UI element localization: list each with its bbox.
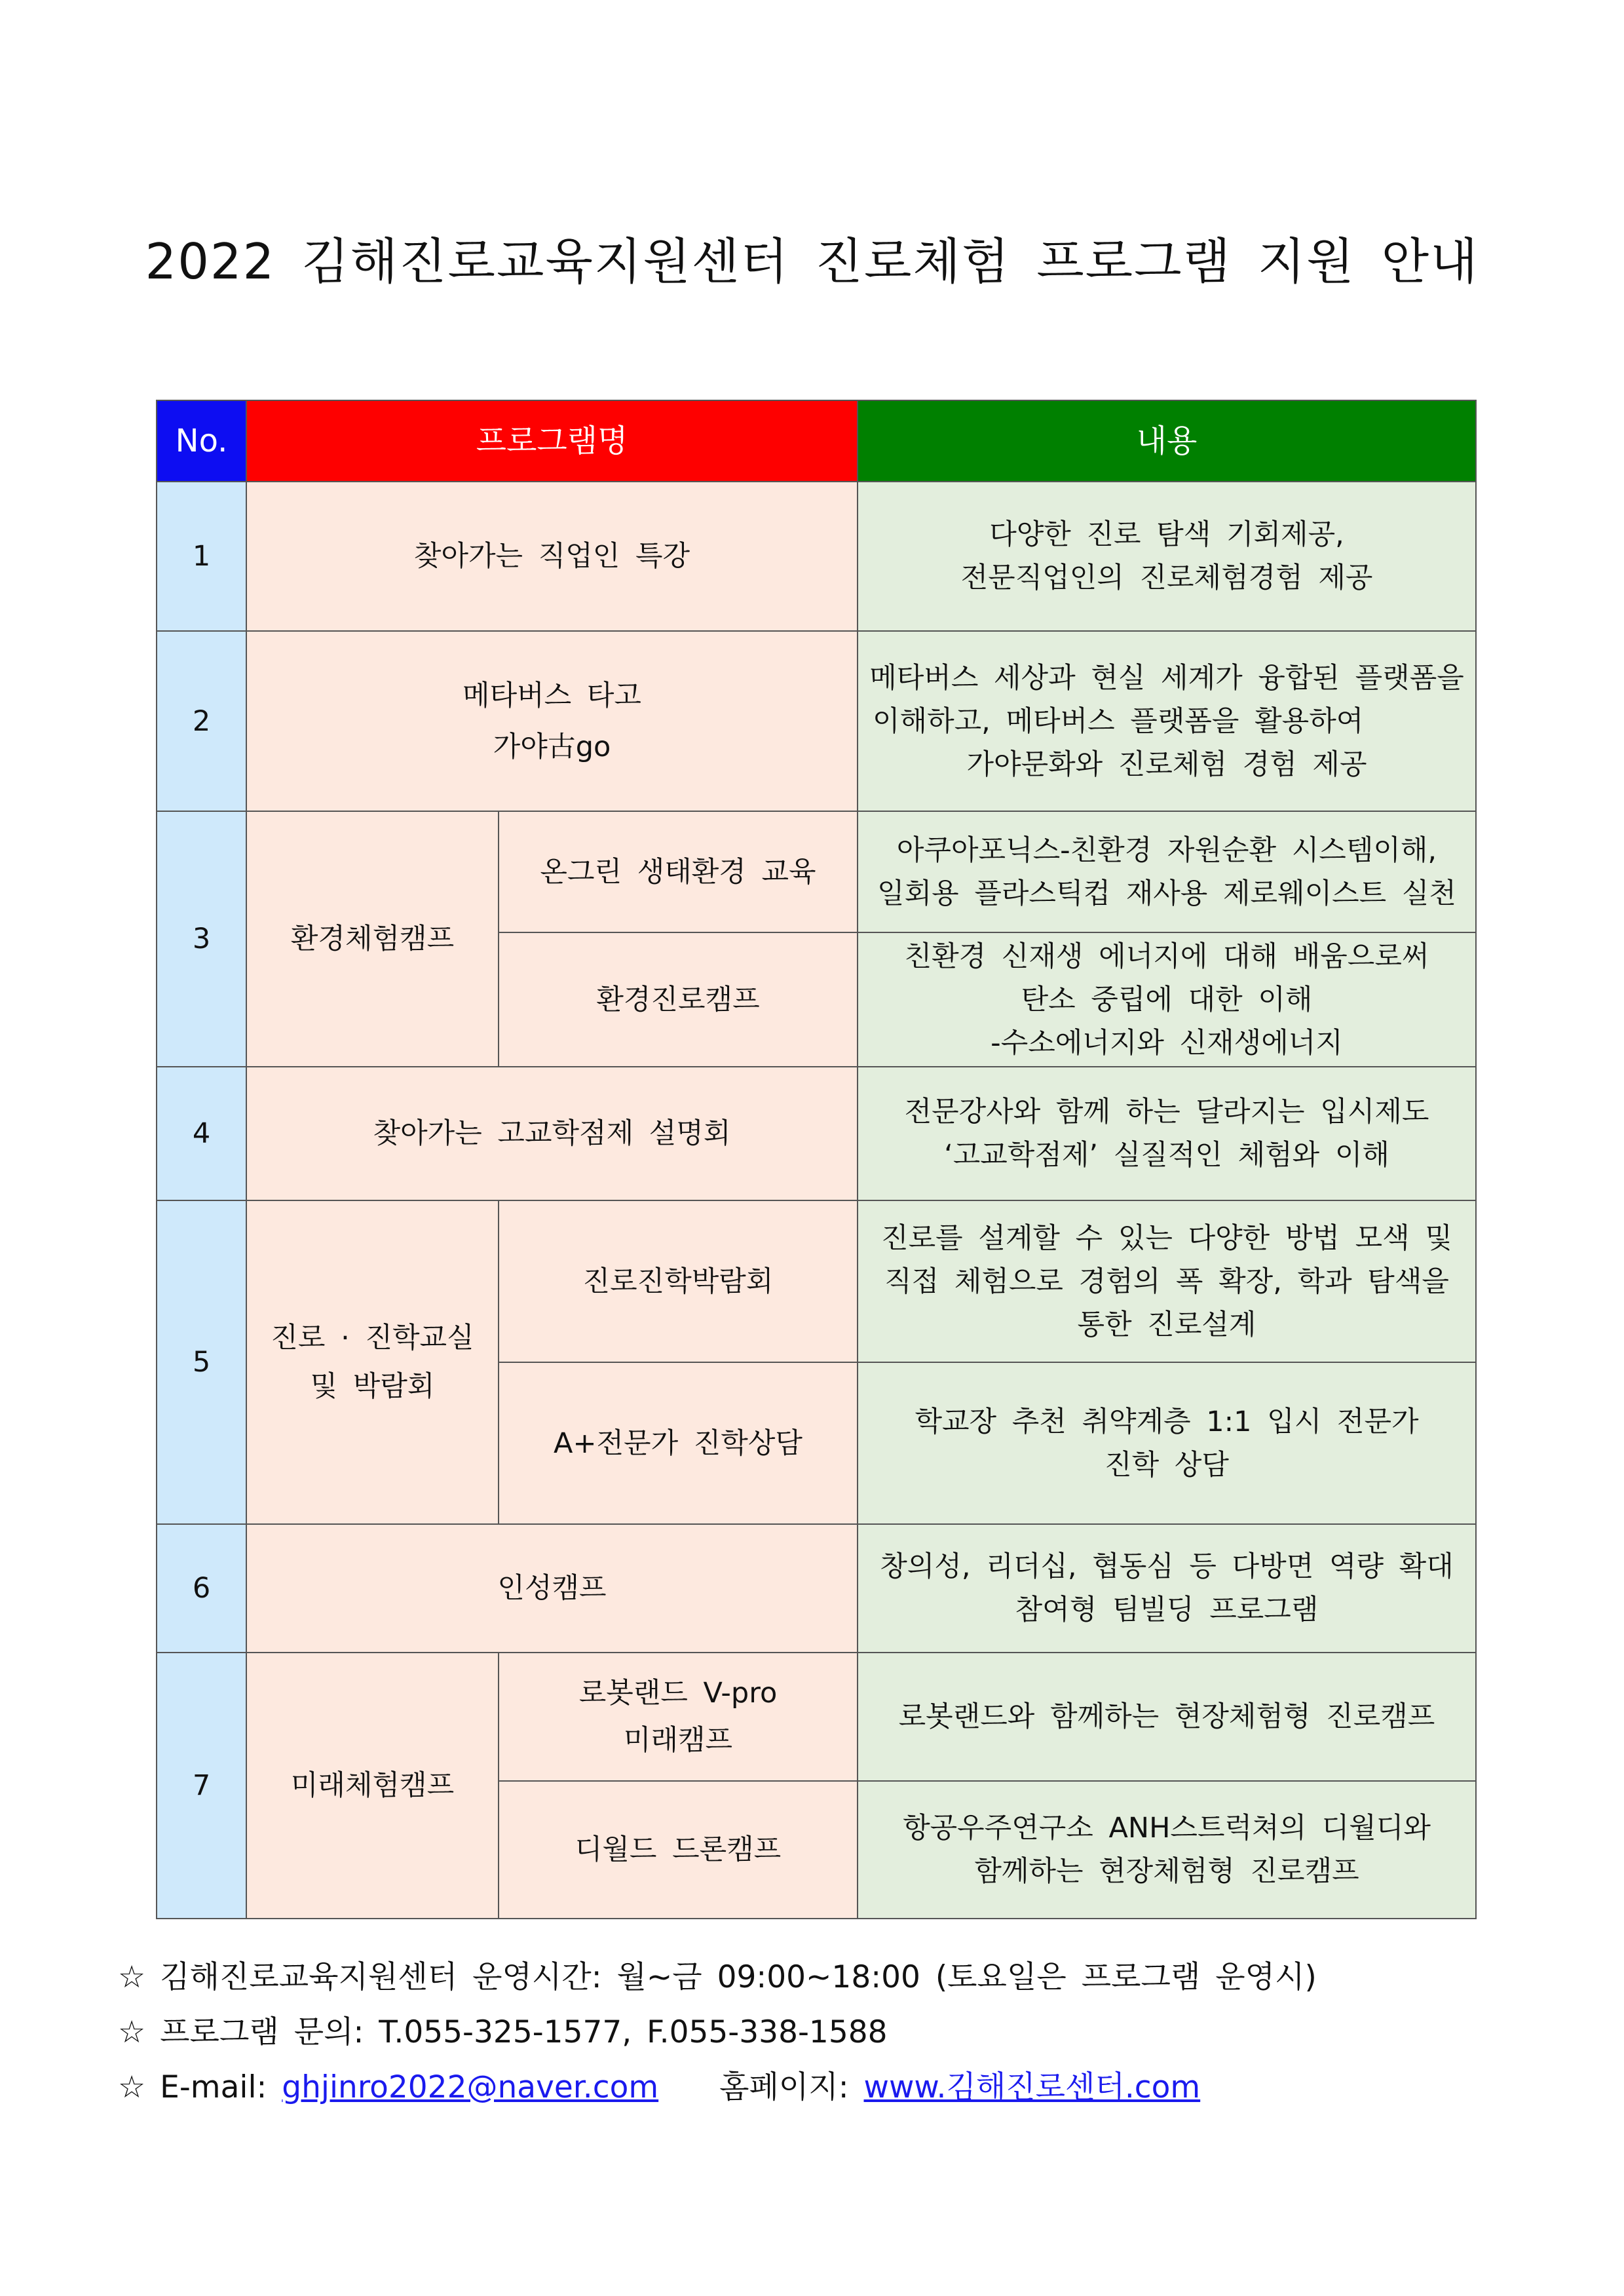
- sub-program-name: 디월드 드론캠프: [499, 1781, 858, 1919]
- program-name: 찾아가는 직업인 특강: [246, 482, 858, 631]
- program-content: 진로를 설계할 수 있는 다양한 방법 모색 및 직접 체험으로 경험의 폭 확장, 학과 탐색을 통한 진로설계: [858, 1200, 1476, 1362]
- sub-program-name: 온그린 생태환경 교육: [499, 811, 858, 932]
- program-name: 환경체험캠프: [246, 811, 499, 1067]
- row-number: 5: [157, 1200, 246, 1524]
- program-name: 인성캠프: [246, 1524, 858, 1653]
- hours-text: 김해진로교육지원센터 운영시간: 월~금 09:00~18:00 (토요일은 프로그램 운영시): [160, 1959, 1317, 1995]
- row-number: 6: [157, 1524, 246, 1653]
- table-row: [157, 631, 1476, 811]
- homepage-link[interactable]: www.김해진로센터.com: [863, 2069, 1201, 2105]
- row-number: 2: [157, 631, 246, 811]
- homepage-label: 홈페이지:: [719, 2069, 849, 2105]
- row-number: 4: [157, 1067, 246, 1200]
- star-icon: ☆: [118, 1959, 146, 1995]
- row-number: 1: [157, 482, 246, 631]
- star-icon: ☆: [118, 2069, 146, 2105]
- program-content: 전문강사와 함께 하는 달라지는 입시제도 ‘고교학점제’ 실질적인 체험와 이해: [858, 1067, 1476, 1200]
- header-program: 프로그램명: [246, 400, 858, 482]
- footer-contact: [118, 2008, 888, 2052]
- sub-program-name: 진로진학박람회: [499, 1200, 858, 1362]
- program-content: 학교장 추천 취약계층 1:1 입시 전문가 진학 상담: [858, 1362, 1476, 1524]
- sub-program-name: A+전문가 진학상담: [499, 1362, 858, 1524]
- program-content: 메타버스 세상과 현실 세계가 융합된 플랫폼을 이해하고, 메타버스 플랫폼을 활용하여 가야문화와 진로체험 경험 제공: [858, 631, 1476, 811]
- contact-text: 프로그램 문의: T.055-325-1577, F.055-338-1588: [160, 2014, 888, 2050]
- table-row: [157, 811, 1476, 932]
- page-title: 2022 김해진로교육지원센터 진로체험 프로그램 지원 안내: [145, 233, 1479, 290]
- email-label: E-mail:: [160, 2069, 267, 2105]
- row-number: 7: [157, 1653, 246, 1919]
- footer-hours: [118, 1953, 1317, 1997]
- table-row: [157, 1067, 1476, 1200]
- program-content: 아쿠아포닉스-친환경 자원순환 시스템이해, 일회용 플라스틱컵 재사용 제로웨이스트 실천: [858, 811, 1476, 932]
- table-header-row: [157, 400, 1476, 482]
- program-content: 친환경 신재생 에너지에 대해 배움으로써 탄소 중립에 대한 이해 -수소에너지와 신재생에너지: [858, 932, 1476, 1067]
- program-name: 찾아가는 고교학점제 설명회: [246, 1067, 858, 1200]
- program-name: 진로 · 진학교실 및 박람회: [246, 1200, 499, 1524]
- table-row: [157, 1200, 1476, 1362]
- table-row: [157, 1653, 1476, 1781]
- header-content: 내용: [858, 400, 1476, 482]
- table-row: [157, 482, 1476, 631]
- program-content: 창의성, 리더십, 협동심 등 다방면 역량 확대 참여형 팀빌딩 프로그램: [858, 1524, 1476, 1653]
- program-content: 항공우주연구소 ANH스트럭쳐의 디월디와 함께하는 현장체험형 진로캠프: [858, 1781, 1476, 1919]
- footer-links: [118, 2063, 1200, 2107]
- program-name: 미래체험캠프: [246, 1653, 499, 1919]
- star-icon: ☆: [118, 2014, 146, 2050]
- sub-program-name: 환경진로캠프: [499, 932, 858, 1067]
- sub-program-name: 로봇랜드 V-pro 미래캠프: [499, 1653, 858, 1781]
- program-content: 로봇랜드와 함께하는 현장체험형 진로캠프: [858, 1653, 1476, 1781]
- row-number: 3: [157, 811, 246, 1067]
- email-link[interactable]: ghjinro2022@naver.com: [282, 2069, 659, 2105]
- program-content: 다양한 진로 탐색 기회제공, 전문직업인의 진로체험경험 제공: [858, 482, 1476, 631]
- header-no: No.: [157, 400, 246, 482]
- table-row: [157, 1524, 1476, 1653]
- program-table: [156, 400, 1477, 1919]
- program-name: 메타버스 타고 가야古go: [246, 631, 858, 811]
